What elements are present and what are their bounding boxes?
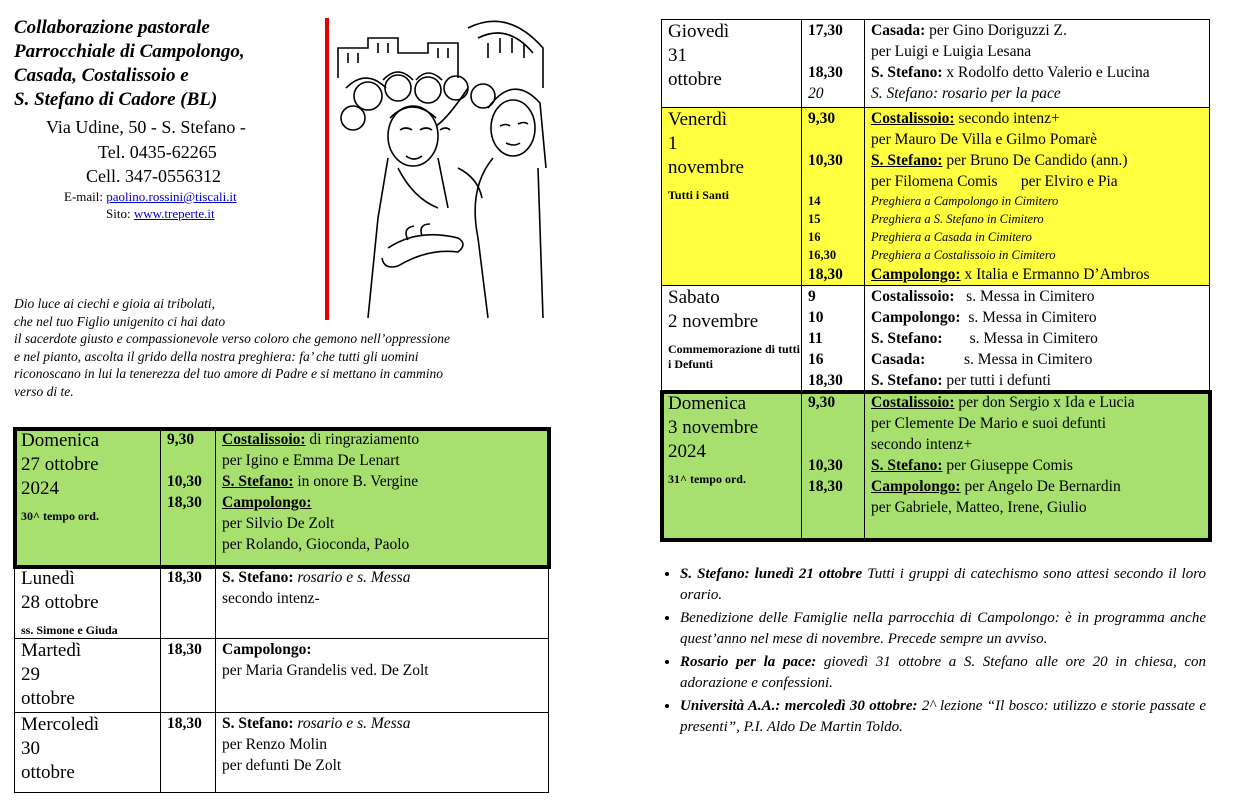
day-label: 1 xyxy=(668,133,678,154)
schedule-day-row xyxy=(662,108,1210,286)
entries-cell xyxy=(865,20,1210,108)
day-label: 2024 xyxy=(21,478,59,499)
mass-time: 10,30 xyxy=(167,473,202,490)
entries-cell xyxy=(216,639,549,713)
day-label: 27 ottobre xyxy=(21,454,99,475)
intention-text: in onore B. Vergine xyxy=(293,473,419,490)
jesus-healing-blind-man-illustration xyxy=(328,18,554,320)
announcement-heading: S. Stefano: lunedì 21 ottobre xyxy=(680,566,863,582)
church-location: Campolongo: xyxy=(222,641,312,658)
schedule-day-row xyxy=(662,392,1210,540)
mass-entry xyxy=(871,328,1209,349)
mass-entry xyxy=(871,41,1209,62)
day-label: 2024 xyxy=(668,441,706,462)
intention-text: s. Messa in Cimitero xyxy=(942,330,1098,347)
email-link[interactable]: paolino.rossini@tiscali.it xyxy=(106,189,237,204)
announcement-text: 2^ lezione “Il bosco: utilizzo e storie passate e presenti”, P.I. Aldo De Martin Toldo. xyxy=(680,698,1206,735)
site-link[interactable]: www.treperte.it xyxy=(133,206,215,221)
title-line: Collaborazione pastorale xyxy=(14,17,210,38)
prayer-line: e nel pianto, ascolta il grido della nostra preghiera: fa’ che tutti gli uomini xyxy=(14,348,419,364)
mass-time xyxy=(167,534,215,555)
title-line: S. Stefano di Cadore (BL) xyxy=(14,89,218,110)
day-label: 30 xyxy=(21,738,40,759)
announcement-heading: Università A.A.: mercoledì 30 ottobre: xyxy=(680,698,918,714)
intention-text: rosario e s. Messa xyxy=(293,715,411,732)
announcement-item xyxy=(680,652,1206,694)
mass-time: 10,30 xyxy=(808,457,843,474)
intention-text: secondo intenz+ xyxy=(871,436,973,453)
phone-line: Tel. 0435-62265 xyxy=(98,142,217,162)
time-cell xyxy=(161,713,216,793)
mass-time xyxy=(167,734,215,755)
liturgical-note: Commemorazione di tutti i Defunti xyxy=(668,342,800,371)
mass-entry xyxy=(222,429,548,450)
mass-time: 11 xyxy=(808,330,823,347)
mass-entry xyxy=(222,639,548,660)
announcement-text: Tutti i gruppi di catechismo sono attesi secondo il loro orario. xyxy=(680,566,1206,603)
mass-time: 18,30 xyxy=(167,641,202,658)
mass-entry xyxy=(222,450,548,471)
day-label: ottobre xyxy=(668,69,722,90)
mass-time: 18,30 xyxy=(808,372,843,389)
mass-time xyxy=(167,513,215,534)
announcement-list xyxy=(658,564,1206,738)
day-cell xyxy=(662,392,802,540)
church-location: Costalissoio: xyxy=(871,110,955,127)
schedule-day-row xyxy=(662,286,1210,392)
day-cell xyxy=(15,567,161,639)
time-cell xyxy=(161,429,216,567)
mass-time xyxy=(167,588,215,609)
day-label: Domenica xyxy=(668,393,747,414)
mass-time: 16 xyxy=(808,230,821,244)
mass-time: 18,30 xyxy=(808,266,843,283)
intention-text: per Luigi e Luigia Lesana xyxy=(871,43,1032,60)
mass-entry xyxy=(871,210,1209,228)
church-location: Campolongo: xyxy=(222,494,312,511)
day-cell xyxy=(15,639,161,713)
announcement-item xyxy=(680,564,1206,606)
entries-cell xyxy=(216,713,549,793)
day-label: 31 xyxy=(668,45,687,66)
day-label: Lunedì xyxy=(21,568,75,589)
entries-cell xyxy=(865,108,1210,286)
site-label: Sito: xyxy=(106,206,131,221)
mass-time xyxy=(167,450,215,471)
mass-entry xyxy=(871,476,1209,497)
church-location: Costalissoio: xyxy=(222,431,306,448)
liturgical-note: 30^ tempo ord. xyxy=(21,509,99,523)
schedule-day-row xyxy=(662,20,1210,108)
liturgical-note: Tutti i Santi xyxy=(668,188,729,202)
mass-time xyxy=(808,434,864,455)
intention-text: s. Messa in Cimitero xyxy=(954,288,1095,305)
day-label: 2 novembre xyxy=(668,311,759,332)
intention-text: per Silvio De Zolt xyxy=(222,515,335,532)
schedule-day-row xyxy=(15,713,549,793)
intention-text: per Gino Doriguzzi Z. xyxy=(925,22,1067,39)
cell-line: Cell. 347-0556312 xyxy=(86,166,221,186)
mass-time xyxy=(808,129,864,150)
mass-entry xyxy=(871,228,1209,246)
mass-time: 18,30 xyxy=(167,569,202,586)
church-location: Casada: xyxy=(871,22,926,39)
day-label: 3 novembre xyxy=(668,417,759,438)
intention-text: S. Stefano: rosario per la pace xyxy=(871,85,1061,102)
church-location: S. Stefano: xyxy=(871,457,943,474)
day-label: Venerdì xyxy=(668,109,728,130)
day-label: Martedì xyxy=(21,640,82,661)
mass-entry xyxy=(222,734,548,755)
intention-text: per Clemente De Mario e suoi defunti xyxy=(871,415,1107,432)
intention-text: per Mauro De Villa e Gilmo Pomarè xyxy=(871,131,1098,148)
mass-time xyxy=(808,497,864,518)
day-cell xyxy=(15,713,161,793)
intention-text: per Rolando, Gioconda, Paolo xyxy=(222,536,410,553)
mass-entry xyxy=(871,413,1209,434)
intention-text: per tutti i defunti xyxy=(942,372,1051,389)
parish-title xyxy=(14,16,324,112)
mass-time: 18,30 xyxy=(167,494,202,511)
mass-entry xyxy=(222,513,548,534)
mass-entry xyxy=(222,567,548,588)
title-line: Casada, Costalissoio e xyxy=(14,65,189,86)
mass-time: 10 xyxy=(808,309,824,326)
intention-text: Preghiera a S. Stefano in Cimitero xyxy=(871,212,1044,226)
time-cell xyxy=(802,286,865,392)
site-row xyxy=(106,206,215,222)
prayer-text xyxy=(14,295,524,400)
mass-entry xyxy=(871,370,1209,391)
prayer-line: Dio luce ai ciechi e gioia ai tribolati, xyxy=(14,296,215,311)
day-label: Giovedì xyxy=(668,21,730,42)
church-location: S. Stefano: xyxy=(871,372,943,389)
prayer-line: il sacerdote giusto e compassionevole verso coloro che gemono nell’oppressione xyxy=(14,331,451,346)
mass-entry xyxy=(871,246,1209,264)
intention-text: di ringraziamento xyxy=(305,431,420,448)
day-label: ottobre xyxy=(21,688,75,709)
entries-cell xyxy=(216,567,549,639)
mass-entry xyxy=(222,492,548,513)
mass-time: 16,30 xyxy=(808,248,837,262)
schedule-day-row xyxy=(15,429,549,567)
church-location: Costalissoio: xyxy=(871,288,955,305)
intention-text: Preghiera a Casada in Cimitero xyxy=(871,230,1032,244)
announcement-item xyxy=(680,696,1206,738)
mass-time: 18,30 xyxy=(167,715,202,732)
announcement-heading: Rosario per la pace: xyxy=(680,654,817,670)
schedule-day-row xyxy=(15,639,549,713)
church-location: Costalissoio: xyxy=(871,394,955,411)
mass-time: 9 xyxy=(808,288,816,305)
day-label: 28 ottobre xyxy=(21,592,99,613)
intention-text: per don Sergio x Ida e Lucia xyxy=(954,394,1135,411)
email-row xyxy=(64,189,237,205)
mass-entry xyxy=(871,349,1209,370)
mass-entry xyxy=(871,392,1209,413)
day-label: 29 xyxy=(21,664,40,685)
mass-time: 20 xyxy=(808,85,824,102)
day-label: ottobre xyxy=(21,762,75,783)
time-cell xyxy=(802,392,865,540)
church-location: Casada: xyxy=(871,351,926,368)
mass-time xyxy=(808,413,864,434)
liturgical-note: ss. Simone e Giuda xyxy=(21,623,118,637)
church-location: Campolongo: xyxy=(871,309,961,326)
mass-time: 9,30 xyxy=(808,394,836,411)
mass-time: 17,30 xyxy=(808,22,843,39)
day-cell xyxy=(15,429,161,567)
intention-text: per defunti De Zolt xyxy=(222,757,342,774)
intention-text: per Gabriele, Matteo, Irene, Giulio xyxy=(871,499,1087,516)
mass-entry xyxy=(222,660,548,681)
email-label: E-mail: xyxy=(64,189,103,204)
liturgical-note: 31^ tempo ord. xyxy=(668,472,746,486)
church-location: S. Stefano: xyxy=(871,64,943,81)
mass-time: 9,30 xyxy=(167,431,195,448)
mass-time: 16 xyxy=(808,351,824,368)
announcement-item xyxy=(680,608,1206,650)
mass-entry xyxy=(871,171,1209,192)
day-label: Domenica xyxy=(21,430,100,451)
intention-text: secondo intenz- xyxy=(222,590,320,607)
mass-time: 10,30 xyxy=(808,152,843,169)
entries-cell xyxy=(865,286,1210,392)
intention-text: per Bruno De Candido (ann.) xyxy=(942,152,1128,169)
mass-time: 15 xyxy=(808,212,821,226)
church-location: S. Stefano: xyxy=(871,330,943,347)
intention-text: rosario e s. Messa xyxy=(293,569,411,586)
day-cell xyxy=(662,20,802,108)
intention-text: x Italia e Ermanno D’Ambros xyxy=(960,266,1150,283)
address-line: Via Udine, 50 - S. Stefano - xyxy=(46,117,246,137)
mass-entry xyxy=(871,497,1209,518)
mass-time: 18,30 xyxy=(808,64,843,81)
announcement-text: giovedì 31 ottobre a S. Stefano alle ore 20 in chiesa, con adorazione e confessioni. xyxy=(680,654,1206,691)
mass-entry xyxy=(871,108,1209,129)
mass-entry xyxy=(871,83,1209,104)
intention-text: Preghiera a Campolongo in Cimitero xyxy=(871,194,1059,208)
mass-entry xyxy=(871,62,1209,83)
intention-text: per Maria Grandelis ved. De Zolt xyxy=(222,662,429,679)
mass-entry xyxy=(871,307,1209,328)
schedule-table-right xyxy=(661,19,1210,540)
mass-time xyxy=(167,755,215,776)
mass-entry xyxy=(871,192,1209,210)
announcements xyxy=(658,564,1206,740)
mass-entry xyxy=(871,434,1209,455)
entries-cell xyxy=(865,392,1210,540)
schedule-table-left xyxy=(14,428,549,793)
title-line: Parrocchiale di Campolongo, xyxy=(14,41,245,62)
day-cell xyxy=(662,286,802,392)
church-location: Campolongo: xyxy=(871,266,961,283)
mass-time xyxy=(808,171,864,192)
intention-text: per Giuseppe Comis xyxy=(942,457,1073,474)
mass-entry xyxy=(871,150,1209,171)
time-cell xyxy=(161,567,216,639)
mass-time xyxy=(167,660,215,681)
intention-text: s. Messa in Cimitero xyxy=(925,351,1093,368)
mass-entry xyxy=(222,755,548,776)
intention-text: x Rodolfo detto Valerio e Lucina xyxy=(942,64,1150,81)
day-label: Sabato xyxy=(668,287,720,308)
intention-text: per Filomena Comis per Elviro e Pia xyxy=(871,173,1118,190)
schedule-day-row xyxy=(15,567,549,639)
mass-entry xyxy=(871,20,1209,41)
mass-entry xyxy=(222,471,548,492)
time-cell xyxy=(802,20,865,108)
mass-time xyxy=(808,41,864,62)
mass-time: 14 xyxy=(808,194,821,208)
entries-cell xyxy=(216,429,549,567)
mass-entry xyxy=(871,264,1209,285)
day-label: Mercoledì xyxy=(21,714,100,735)
intention-text: secondo intenz+ xyxy=(954,110,1060,127)
church-location: S. Stefano: xyxy=(222,569,294,586)
church-location: S. Stefano: xyxy=(871,152,943,169)
time-cell xyxy=(161,639,216,713)
announcement-text: Benedizione delle Famiglie nella parrocchia di Campolongo: è in programma anche quest’anno nel mese di novembre. Precede sempre un avviso. xyxy=(680,610,1206,647)
prayer-line: che nel tuo Figlio unigenito ci hai dato xyxy=(14,313,226,329)
church-location: S. Stefano: xyxy=(222,715,294,732)
mass-entry xyxy=(871,129,1209,150)
mass-time: 18,30 xyxy=(808,478,843,495)
mass-entry xyxy=(222,588,548,609)
intention-text: s. Messa in Cimitero xyxy=(960,309,1097,326)
church-location: S. Stefano: xyxy=(222,473,294,490)
intention-text: per Renzo Molin xyxy=(222,736,328,753)
mass-time: 9,30 xyxy=(808,110,836,127)
mass-entry xyxy=(871,455,1209,476)
intention-text: per Igino e Emma De Lenart xyxy=(222,452,400,469)
prayer-line: verso di te. xyxy=(14,383,74,399)
prayer-line: riconoscano in lui la tenerezza del tuo amore di Padre e si mettano in cammino xyxy=(14,366,443,381)
day-label: novembre xyxy=(668,157,744,178)
mass-entry xyxy=(222,713,548,734)
mass-entry xyxy=(222,534,548,555)
day-cell xyxy=(662,108,802,286)
intention-text: per Angelo De Bernardin xyxy=(960,478,1121,495)
mass-entry xyxy=(871,286,1209,307)
time-cell xyxy=(802,108,865,286)
church-location: Campolongo: xyxy=(871,478,961,495)
intention-text: Preghiera a Costalissoio in Cimitero xyxy=(871,248,1056,262)
